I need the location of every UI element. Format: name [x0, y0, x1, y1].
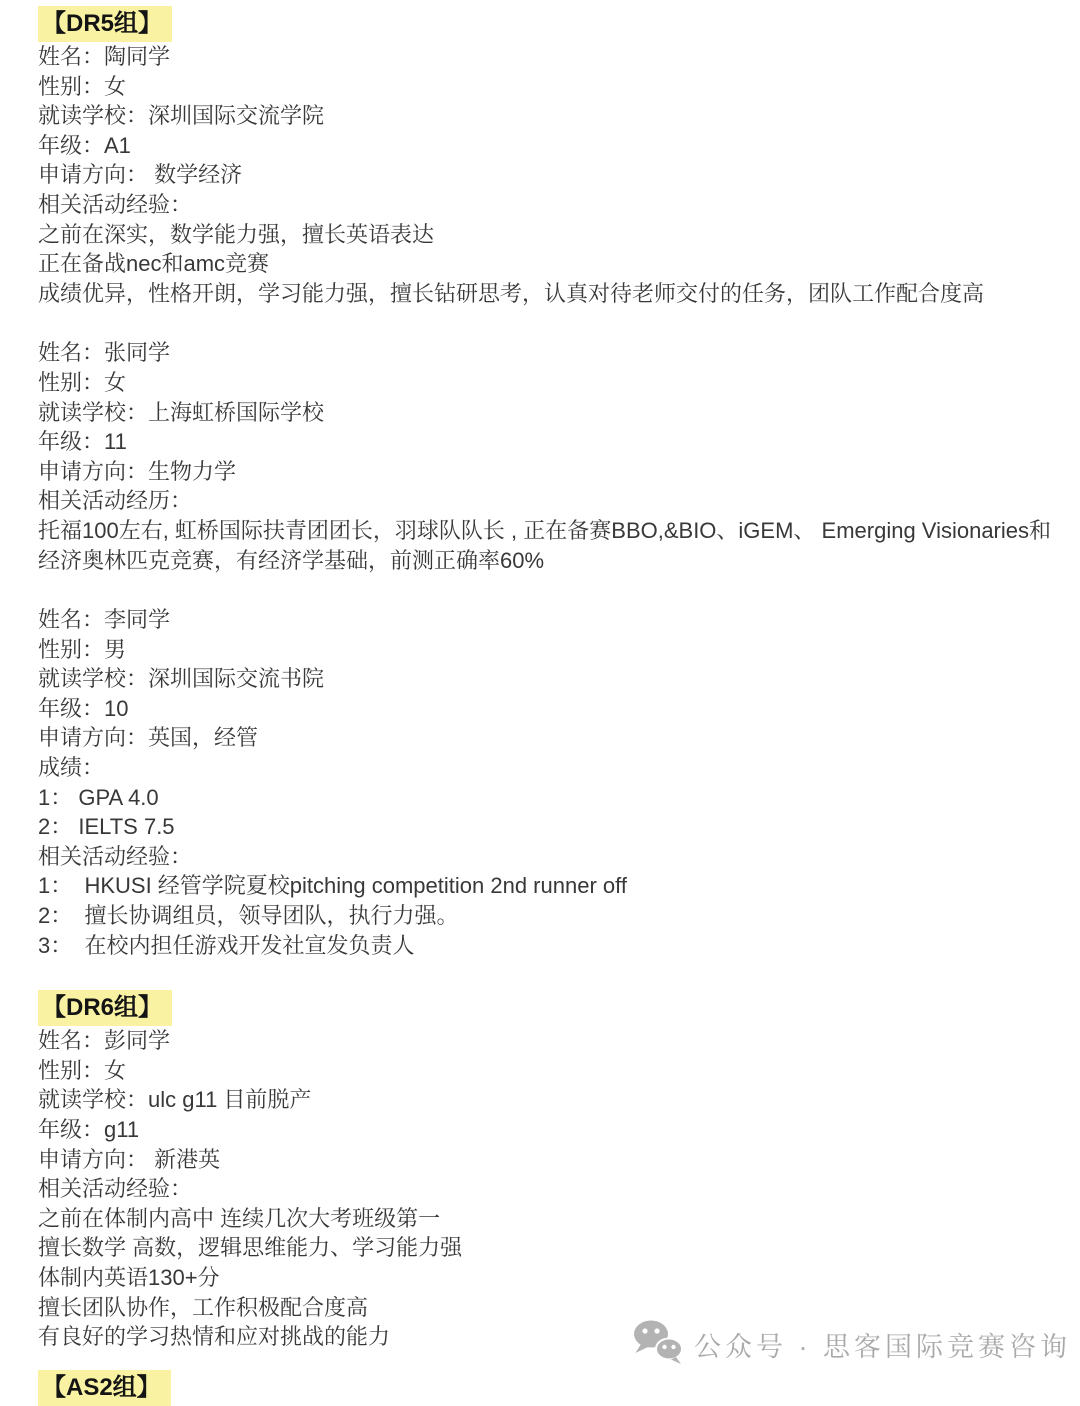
profile-line: 2： IELTS 7.5	[38, 814, 175, 840]
profile-line: 相关活动经验：	[38, 843, 193, 869]
profile-line: 擅长数学 高数，逻辑思维能力、学习能力强	[38, 1235, 463, 1261]
profile-line: 经济奥林匹克竞赛，有经济学基础，前测正确率60%	[38, 547, 545, 573]
profile-line: 年级：11	[38, 429, 127, 455]
profile-line: 年级：A1	[38, 132, 131, 158]
profile-line: 年级：10	[38, 695, 129, 721]
group-heading-dr6	[38, 990, 1062, 1026]
wechat-icon	[630, 1318, 684, 1371]
profile-line: 就读学校：深圳国际交流书院	[38, 666, 325, 692]
profile-line: 就读学校：上海虹桥国际学校	[38, 399, 325, 425]
watermark-text: 公众号 · 思客国际竞赛咨询	[694, 1332, 1071, 1362]
student-profile	[38, 338, 1062, 575]
profile-line: 成绩优异，性格开朗，学习能力强，擅长钻研思考，认真对待老师交付的任务，团队工作配合度高	[38, 280, 985, 306]
profile-line: 1： HKUSI 经管学院夏校pitching competition 2nd runner off	[38, 873, 627, 899]
profile-line: 之前在深实，数学能力强，擅长英语表达	[38, 221, 435, 247]
watermark	[630, 1318, 1071, 1371]
profile-line: 性别：女	[38, 73, 127, 99]
profile-line: 申请方向： 数学经济	[38, 162, 243, 188]
profile-line: 正在备战nec和amc竞赛	[38, 251, 270, 277]
profile-line: 姓名：陶同学	[38, 44, 171, 69]
profile-line: 性别：女	[38, 369, 127, 395]
profile-line: 申请方向：英国，经管	[38, 725, 259, 751]
profile-line: 年级：g11	[38, 1117, 140, 1142]
profile-line: 1： GPA 4.0	[38, 784, 159, 810]
profile-line: 托福100左右, 虹桥国际扶青团团长，羽球队队长 , 正在备赛BBO,&BIO、iGEM、 Emerging Visionaries和	[38, 517, 1052, 543]
group-heading-as2-partial	[38, 1370, 1062, 1406]
group-heading-dr5	[38, 6, 1062, 42]
profile-line: 相关活动经验：	[38, 1176, 193, 1202]
profile-line: 就读学校：ulc g11 目前脱产	[38, 1087, 312, 1113]
profile-line: 有良好的学习热情和应对挑战的能力	[38, 1324, 391, 1350]
profile-line: 相关活动经历：	[38, 488, 193, 514]
group-title: 【DR6组】	[38, 990, 172, 1026]
student-profile	[38, 42, 1062, 308]
profile-line: 相关活动经验：	[38, 191, 193, 217]
profile-line: 擅长团队协作，工作积极配合度高	[38, 1294, 369, 1320]
student-profile	[38, 605, 1062, 960]
profile-line: 姓名：彭同学	[38, 1028, 171, 1054]
profile-line: 体制内英语130+分	[38, 1264, 220, 1290]
profile-line: 性别：男	[38, 636, 127, 662]
group-title: 【DR5组】	[38, 6, 172, 42]
group-section-as2	[38, 1370, 1062, 1406]
profile-line: 申请方向：生物力学	[38, 458, 237, 484]
group-section-dr5	[38, 6, 1062, 960]
profile-line: 2： 擅长协调组员，领导团队，执行力强。	[38, 903, 459, 929]
profile-line: 性别：女	[38, 1057, 127, 1083]
group-title: 【AS2组】	[38, 1370, 171, 1406]
profile-line: 姓名：李同学	[38, 607, 171, 633]
profile-line: 3： 在校内担任游戏开发社宣发负责人	[38, 932, 415, 958]
group-section-dr6	[38, 990, 1062, 1352]
profile-line: 申请方向： 新港英	[38, 1146, 221, 1172]
student-profile	[38, 1026, 1062, 1352]
profile-line: 之前在体制内高中 连续几次大考班级第一	[38, 1205, 441, 1231]
profile-line: 成绩：	[38, 755, 105, 781]
profile-line: 姓名：张同学	[38, 340, 171, 366]
profile-line: 就读学校：深圳国际交流学院	[38, 103, 325, 129]
